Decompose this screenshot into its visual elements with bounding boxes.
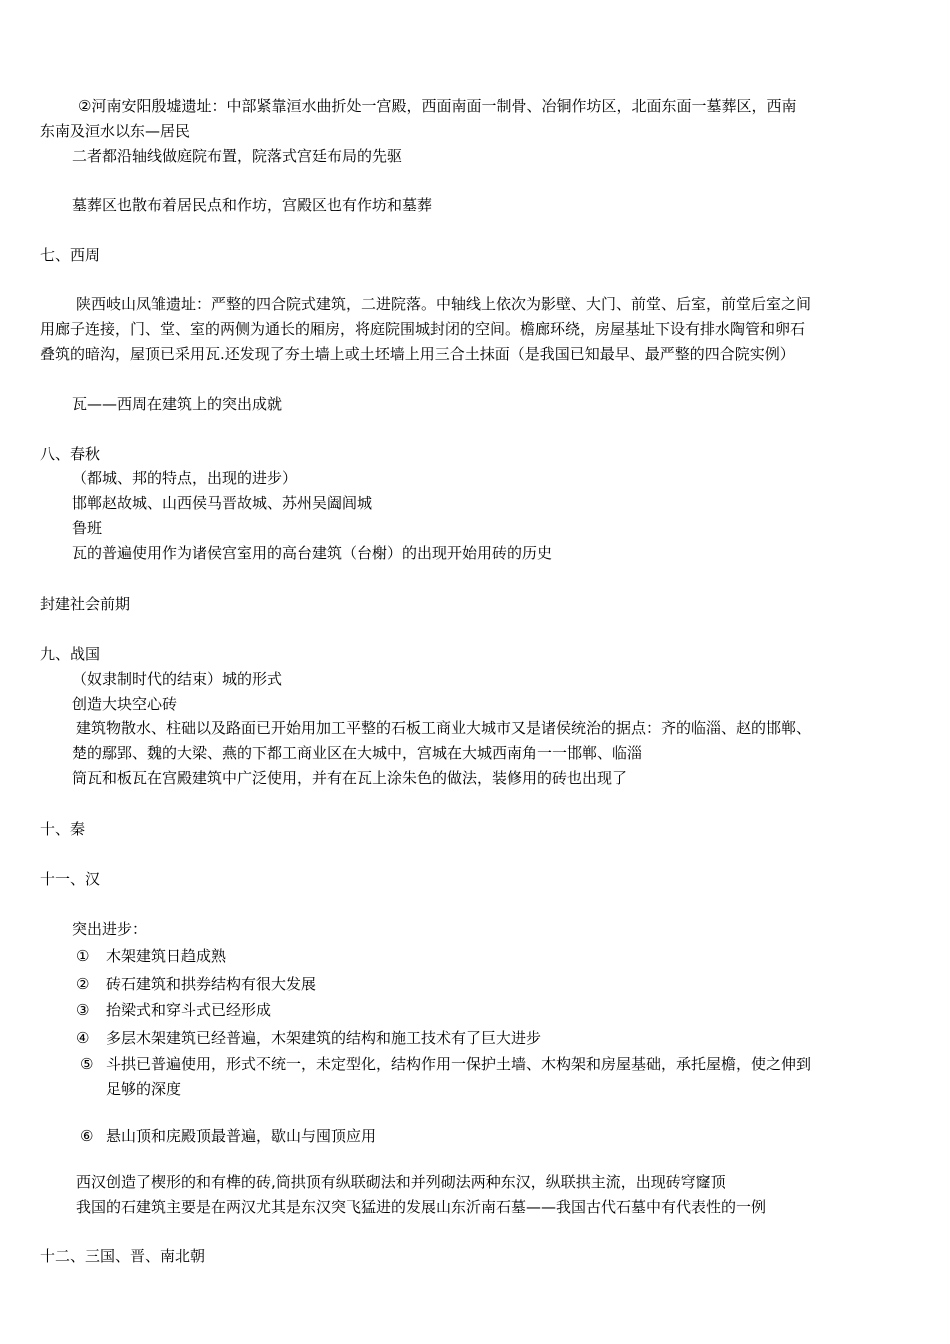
xizhou-para-line-2: 用廊子连接，门、堂、室的两侧为通长的厢房，将庭院围城封闭的空间。檐廊环绕，房屋基址下设有排水陶管和卵石 — [40, 320, 806, 338]
yinxu-line-3: 二者都沿轴线做庭院布置，院落式宫廷布局的先驱 — [72, 147, 403, 165]
xizhou-para-line-1: 陕西岐山凤雏遗址：严整的四合院式建筑，二进院落。中轴线上依次为影壁、大门、前堂、后室，前堂后室之间 — [76, 295, 812, 313]
heading-qin: 十、秦 — [40, 820, 86, 838]
han-para-1: 西汉创造了楔形的和有榫的砖,筒拱顶有纵联砌法和并列砌法两种东汉，纵联拱主流，出现砖穹窿顶 — [76, 1173, 726, 1191]
han-item-4-text: 多层木架建筑已经普遍，木架建筑的结构和施工技术有了巨大进步 — [106, 1029, 542, 1047]
han-item-4-number: ④ — [76, 1029, 90, 1047]
yinxu-line-2: 东南及洹水以东—居民 — [40, 122, 191, 140]
zhanguo-line-1: （奴隶制时代的结束）城的形式 — [72, 670, 283, 688]
zhanguo-line-3: 建筑物散水、柱础以及路面已开始用加工平整的石板工商业大城市又是诸侯统治的据点：齐的临淄、赵的邯郸、 — [76, 719, 812, 737]
xizhou-tile-note: 瓦——西周在建筑上的突出成就 — [72, 395, 283, 413]
zhanguo-line-2: 创造大块空心砖 — [72, 695, 178, 713]
han-item-2-number: ② — [76, 975, 90, 993]
heading-sanguo: 十二、三国、晋、南北朝 — [40, 1247, 206, 1265]
han-item-5-number: ⑤ — [80, 1055, 94, 1073]
han-item-1-number: ① — [76, 947, 90, 965]
han-item-1-text: 木架建筑日趋成熟 — [106, 947, 227, 965]
zhanguo-line-5: 筒瓦和板瓦在宫殿建筑中广泛使用，并有在瓦上涂朱色的做法，装修用的砖也出现了 — [72, 769, 628, 787]
zhanguo-line-4: 楚的鄢郢、魏的大梁、燕的下都工商业区在大城中，宫城在大城西南角一一邯郸、临淄 — [72, 744, 643, 762]
yinxu-line-4: 墓葬区也散布着居民点和作坊，宫殿区也有作坊和墓葬 — [72, 196, 433, 214]
han-item-2-text: 砖石建筑和拱券结构有很大发展 — [106, 975, 317, 993]
xizhou-para-line-3: 叠筑的暗沟，屋顶已采用瓦.还发现了夯土墙上或土坯墙上用三合土抹面（是我国已知最早、最严整的四合院实例） — [40, 345, 795, 363]
han-item-6-text: 悬山顶和庑殿顶最普遍，歇山与囤顶应用 — [106, 1127, 377, 1145]
yinxu-line-1: ②河南安阳殷墟遗址：中部紧靠洹水曲折处一宫殿，西面南面一制骨、冶铜作坊区，北面东面一墓葬区，西南 — [78, 97, 797, 115]
heading-han: 十一、汉 — [40, 870, 101, 888]
han-para-2: 我国的石建筑主要是在两汉尤其是东汉突飞猛进的发展山东沂南石墓——我国古代石墓中有代表性的一例 — [76, 1198, 767, 1216]
han-item-5-text-line-1: 斗拱已普遍使用，形式不统一，未定型化，结构作用一保护土墙、木构架和房屋基础，承托屋檐，使之伸到 — [106, 1055, 812, 1073]
han-item-3-text: 抬梁式和穿斗式已经形成 — [106, 1001, 272, 1019]
han-item-6-number: ⑥ — [80, 1127, 94, 1145]
han-subheading: 突出进步： — [72, 920, 148, 938]
section-fengjian: 封建社会前期 — [40, 595, 131, 613]
chunqiu-line-4: 瓦的普遍使用作为诸侯宫室用的高台建筑（台榭）的出现开始用砖的历史 — [72, 544, 553, 562]
chunqiu-line-2: 邯郸赵故城、山西侯马晋故城、苏州吴阖闾城 — [72, 494, 373, 512]
heading-zhanguo: 九、战国 — [40, 645, 101, 663]
chunqiu-line-1: （都城、邦的特点，出现的进步） — [72, 469, 298, 487]
heading-chunqiu: 八、春秋 — [40, 445, 101, 463]
han-item-5-text-line-2: 足够的深度 — [106, 1080, 182, 1098]
heading-xizhou: 七、西周 — [40, 246, 101, 264]
chunqiu-line-3: 鲁班 — [72, 519, 103, 537]
han-item-3-number: ③ — [76, 1001, 90, 1019]
